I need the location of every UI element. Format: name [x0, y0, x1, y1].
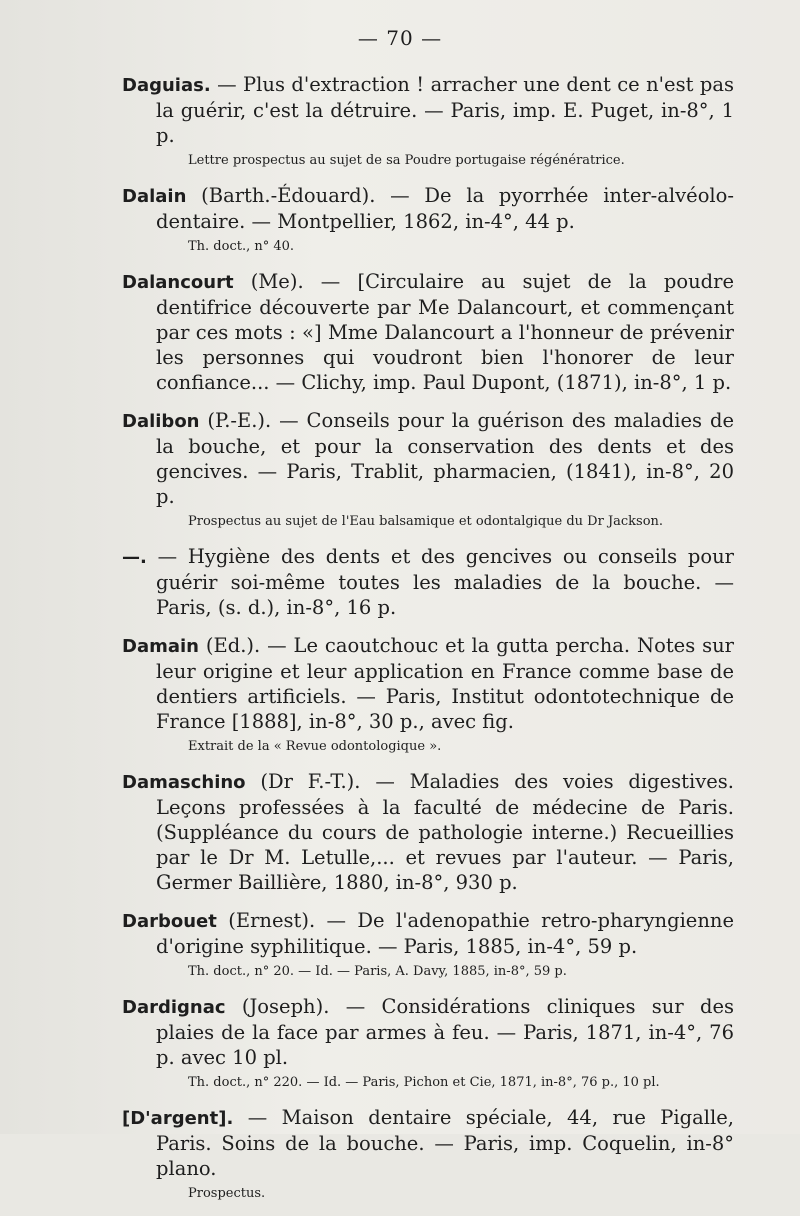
bibliography-entry: [122, 769, 734, 895]
page-number: — 70 —: [357, 26, 443, 50]
entry-author: Dalibon: [122, 411, 200, 432]
entry-note: Prospectus.: [188, 1186, 266, 1201]
bibliography-entry: [122, 633, 734, 756]
entry-body: [122, 269, 734, 395]
entry-citation: (P.-E.). — Conseils pour la guérison des maladies de la bouche, et pour la conservation des dents et des gencives. — Paris, Trablit, pharmacien, (1841), in-8°, 20 p.: [156, 409, 734, 508]
bibliography-entry: [122, 408, 734, 531]
bibliography-entry: [122, 908, 734, 981]
entry-citation: — Maison dentaire spéciale, 44, rue Pigalle, Paris. Soins de la bouche. — Paris, imp. Coquelin, in-8° plano.: [156, 1106, 734, 1180]
entry-citation: (Barth.-Édouard). — De la pyorrhée inter-alvéolo-dentaire. — Montpellier, 1862, in-4°, 44 p.: [156, 184, 734, 233]
entry-body: [122, 994, 734, 1070]
entry-body: [122, 408, 734, 509]
entry-body: [122, 183, 734, 234]
entry-citation: (Joseph). — Considérations cliniques sur des plaies de la face par armes à feu. — Paris, 1871, in-4°, 76 p. avec 10 pl.: [156, 995, 734, 1069]
entry-body: [122, 769, 734, 895]
bibliography-entry: [122, 1105, 734, 1203]
bibliography-entry: [122, 72, 734, 170]
bibliography-entry: [122, 269, 734, 395]
entry-body: [122, 633, 734, 734]
entry-citation: (Dr F.-T.). — Maladies des voies digestives. Leçons professées à la faculté de médecine de Paris. (Suppléance du cours de pathologie interne.) Recueillies par le Dr M. Letulle,... et revues par l'auteur. — Paris, Germer Baillière, 1880, in-8°, 930 p.: [156, 770, 734, 894]
entry-body: [122, 544, 734, 620]
bibliography-entry: [122, 183, 734, 256]
entry-note: Prospectus au sujet de l'Eau balsamique et odontalgique du Dr Jackson.: [188, 514, 664, 529]
bibliography-entry: [122, 544, 734, 620]
entry-note: Extrait de la « Revue odontologique ».: [188, 739, 442, 754]
entry-author: Damain: [122, 636, 199, 657]
entry-author: [D'argent].: [122, 1108, 234, 1129]
entry-note: Th. doct., n° 40.: [188, 239, 295, 254]
entry-note: Th. doct., n° 20. — Id. — Paris, A. Davy, 1885, in-8°, 59 p.: [188, 964, 567, 979]
entry-body: [122, 72, 734, 148]
entry-citation: — Plus d'extraction ! arracher une dent ce n'est pas la guérir, c'est la détruire. — Paris, imp. E. Puget, in-8°, 1 p.: [156, 73, 734, 147]
bibliography-entry: [122, 994, 734, 1092]
entry-author: Daguias.: [122, 75, 211, 96]
entry-note: Lettre prospectus au sujet de sa Poudre portugaise régénératrice.: [188, 153, 625, 168]
entry-author: Damaschino: [122, 772, 246, 793]
entry-note: Th. doct., n° 220. — Id. — Paris, Pichon et Cie, 1871, in-8°, 76 p., 10 pl.: [188, 1075, 660, 1090]
entry-body: [122, 1105, 734, 1181]
entry-author: —.: [122, 547, 147, 568]
entry-author: Dalancourt: [122, 272, 234, 293]
entry-citation: — Hygiène des dents et des gencives ou conseils pour guérir soi-même toutes les maladies de la bouche. — Paris, (s. d.), in-8°, 16 p.: [146, 545, 734, 619]
entry-author: Darbouet: [122, 911, 217, 932]
entry-citation: (Me). — [Circulaire au sujet de la poudre dentifrice découverte par Me Dalancourt, et commençant par ces mots : «] Mme Dalancourt a l'honneur de prévenir les personnes qui voudront bien l'honorer de leur confiance... — Clichy, imp. Paul Dupont, (1871), in-8°, 1 p.: [156, 270, 734, 394]
bibliography-list: [122, 72, 734, 1216]
entry-body: [122, 908, 734, 959]
entry-author: Dalain: [122, 186, 187, 207]
entry-citation: (Ernest). — De l'adenopathie retro-pharyngienne d'origine syphilitique. — Paris, 1885, in-4°, 59 p.: [156, 909, 734, 958]
entry-citation: (Ed.). — Le caoutchouc et la gutta percha. Notes sur leur origine et leur application en France comme base de dentiers artificiels. — Paris, Institut odontotechnique de France [1888], in-8°, 30 p., avec fig.: [156, 634, 734, 733]
entry-author: Dardignac: [122, 997, 226, 1018]
